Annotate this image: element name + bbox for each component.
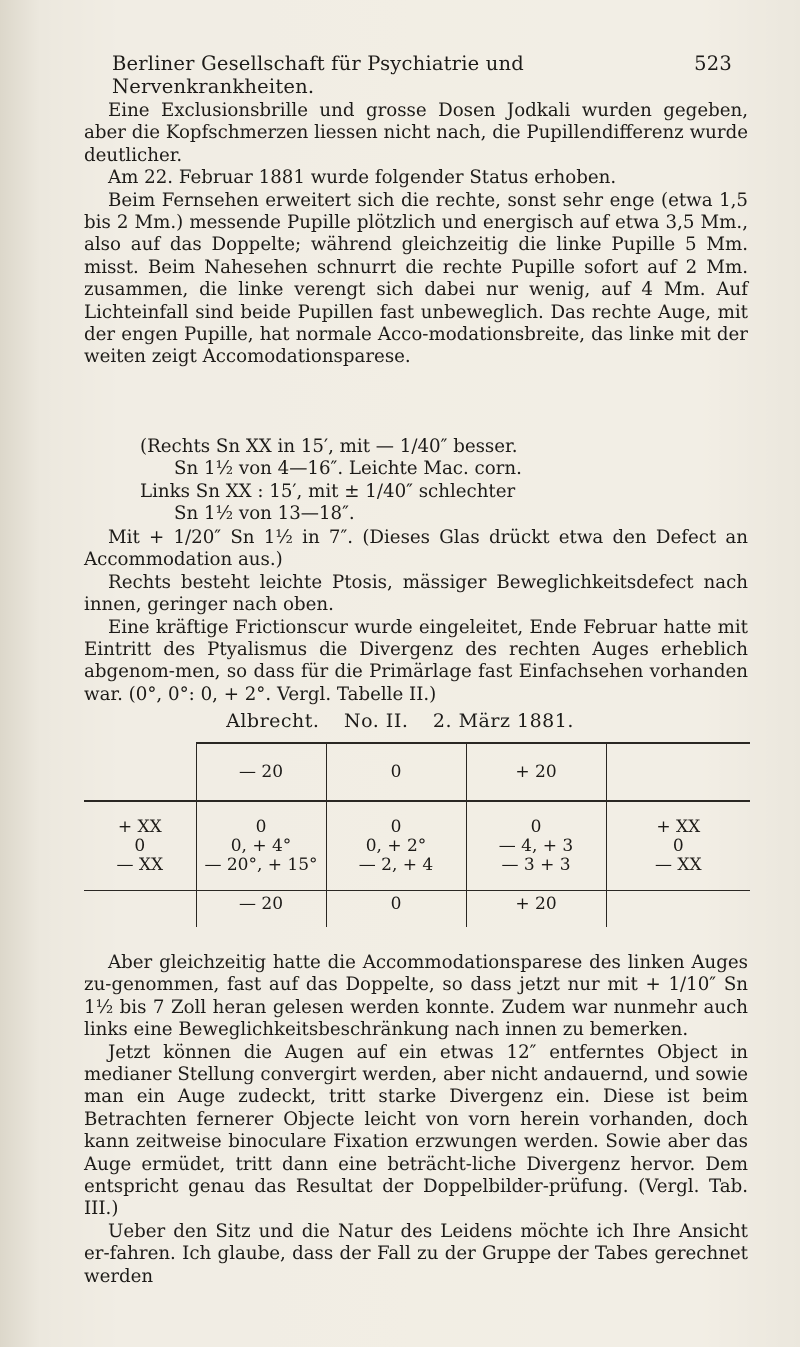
paragraph-7: Aber gleichzeitig hatte die Accommodationsparese des linken Auges zu-genommen, fast auf das Doppelte, so dass jetzt nur mit + 1/10″ Sn 1½ bis 7 Zoll heran gelesen werden konnte. Zudem war nunmehr auch links eine Beweglichkeitsbeschränkung nach innen zu bemerken. <box>84 952 748 1041</box>
table-title <box>0 710 800 732</box>
table-cell: 0 0, + 2° — 2, + 4 <box>326 801 466 891</box>
refraction-block <box>140 436 740 526</box>
paragraph-1: Eine Exclusionsbrille und grosse Dosen Jodkali wurden gegeben, aber die Kopfschmerzen liessen nicht nach, die Pupillendifferenz wurde deutlicher. <box>84 100 748 166</box>
table-main-row <box>84 801 750 891</box>
table-header-row <box>84 743 750 801</box>
col-header: 0 <box>326 743 466 801</box>
paragraph-5: Rechts besteht leichte Ptosis, mässiger Beweglichkeitsdefect nach innen, geringer nach oben. <box>84 571 748 616</box>
col-footer: 0 <box>326 891 466 928</box>
double-image-table <box>84 742 750 927</box>
paragraph-8: Jetzt können die Augen auf ein etwas 12″ entferntes Object in medianer Stellung convergirt werden, aber nicht andauernd, und sowie man ein Auge zudeckt, tritt starke Divergenz ein. Diese ist beim Betrachten fernerer Objecte leicht von vorn herein vorhanden, doch kann zeitweise binoculare Fixation erzwungen werden. Sowie aber das Auge ermüdet, tritt dann eine beträcht-liche Divergenz hervor. Dem entspricht genau das Resultat der Doppelbilder-prüfung. (Vergl. Tab. III.) <box>84 1041 748 1220</box>
paragraph-4: Mit + 1/20″ Sn 1½ in 7″. (Dieses Glas drückt etwa den Defect an Accommodation aus.) <box>84 527 748 571</box>
running-title: Berliner Gesellschaft für Psychiatrie und Nervenkrankheiten. <box>112 52 524 98</box>
col-header: — 20 <box>196 743 326 801</box>
table-cell: 0 0, + 4° — 20°, + 15° <box>196 801 326 891</box>
col-footer: + 20 <box>466 891 606 928</box>
refraction-line-2: Sn 1½ von 4—16″. Leichte Mac. corn. <box>174 458 522 480</box>
running-header <box>112 52 732 98</box>
table-title-number: No. II. <box>344 710 409 732</box>
paragraph-3: Beim Fernsehen erweitert sich die rechte, sonst sehr enge (etwa 1,5 bis 2 Mm.) messende Pupille plötzlich und energisch auf etwa 3,5 Mm., also auf das Doppelte; während gleichzeitig die linke Pupille 5 Mm. misst. Beim Nahesehen schnurrt die rechte Pupille sofort auf 2 Mm. zusammen, die linke verengt sich dabei nur wenig, auf 4 Mm. Auf Lichteinfall sind beide Pupillen fast unbeweglich. Das rechte Auge, mit der engen Pupille, hat normale Acco-modationsbreite, das linke mit der weiten zeigt Accomodationsparese. <box>84 189 748 368</box>
paragraph-9: Ueber den Sitz und die Natur des Leidens möchte ich Ihre Ansicht er-fahren. Ich glaube, dass der Fall zu der Gruppe der Tabes gerechnet werden <box>84 1220 748 1287</box>
table-title-date: 2. März 1881. <box>432 710 574 732</box>
paragraph-6: Eine kräftige Frictionscur wurde eingeleitet, Ende Februar hatte mit Eintritt des Ptyalismus die Divergenz des rechten Auges erheblich abgenom-men, so dass für die Primärlage fast Einfachsehen vorhanden war. (0°, 0°: 0, + 2°. Vergl. Tabelle II.) <box>84 616 748 705</box>
page-number: 523 <box>694 52 732 75</box>
col-header: + 20 <box>466 743 606 801</box>
refraction-line-4: Sn 1½ von 13—18″. <box>174 503 355 525</box>
table-footer-row <box>84 891 750 928</box>
table-title-name: Albrecht. <box>226 710 320 732</box>
body-text-top <box>84 100 748 369</box>
body-text-bottom <box>84 952 748 1288</box>
left-labels: + XX 0 — XX <box>84 801 196 891</box>
paragraph-2: Am 22. Februar 1881 wurde folgender Status erhoben. <box>108 167 617 189</box>
refraction-line-3: Links Sn XX : 15′, mit ± 1/40″ schlechter <box>140 480 516 502</box>
refraction-line-1: (Rechts Sn XX in 15′, mit — 1/40″ besser. <box>140 436 518 457</box>
col-footer: — 20 <box>196 891 326 928</box>
table-cell: 0 — 4, + 3 — 3 + 3 <box>466 801 606 891</box>
right-labels: + XX 0 — XX <box>606 801 750 891</box>
body-text-middle <box>84 527 748 706</box>
